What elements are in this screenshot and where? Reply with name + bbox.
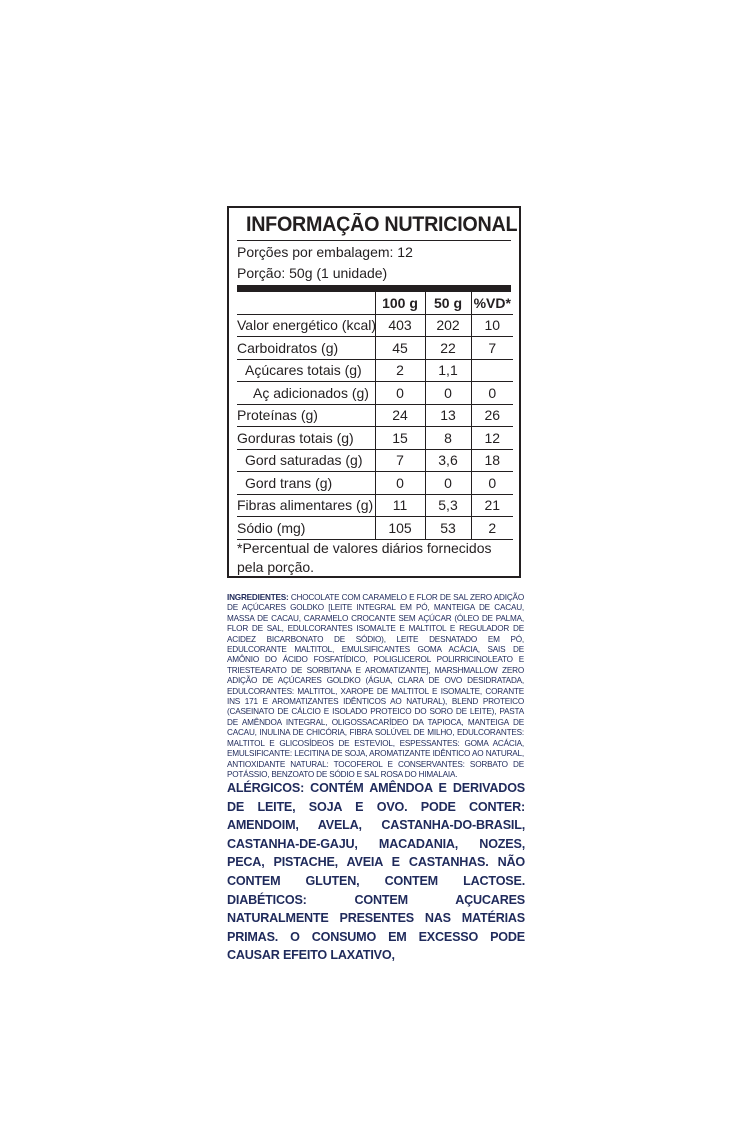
table-row <box>237 359 513 382</box>
value-50g: 8 <box>425 427 471 450</box>
value-50g: 0 <box>425 382 471 405</box>
table-row <box>237 337 513 360</box>
value-50g: 22 <box>425 337 471 360</box>
nutrient-name: Gorduras totais (g) <box>237 427 375 450</box>
header-100g: 100 g <box>375 292 425 314</box>
value-100g: 403 <box>375 314 425 337</box>
title-divider <box>237 240 511 241</box>
nutrient-name: Aç adicionados (g) <box>237 382 375 405</box>
table-row <box>237 494 513 517</box>
value-100g: 0 <box>375 382 425 405</box>
allergens-block: ALÉRGICOS: CONTÉM AMÊNDOA E DERIVADOS DE LEITE, SOJA E OVO. PODE CONTER: AMENDOIM, AVELA, CASTANHA-DO-BRASIL, CASTANHA-DE-GAJU, MACADANIA, NOZES, PECA, PISTACHE, AVEIA E CASTANHAS. NÃO CONTEM GLUTEN, CONTEM LACTOSE. DIABÉTICOS: CONTEM AÇUCARES NATURALMENTE PRESENTES NAS MATÉRIAS PRIMAS. O CONSUMO EM EXCESSO PODE CAUSAR EFEITO LAXATIVO, <box>227 781 525 963</box>
table-row <box>237 382 513 405</box>
value-100g: 105 <box>375 517 425 540</box>
header-50g: 50 g <box>425 292 471 314</box>
value-100g: 2 <box>375 359 425 382</box>
nutrient-name: Proteínas (g) <box>237 404 375 427</box>
value-50g: 13 <box>425 404 471 427</box>
value-vd <box>471 359 513 382</box>
nutrient-name: Gord trans (g) <box>237 472 375 495</box>
value-vd: 10 <box>471 314 513 337</box>
serving-size: Porção: 50g (1 unidade) <box>237 265 388 281</box>
nutrition-title: INFORMAÇÃO NUTRICIONAL <box>246 213 518 236</box>
header-bar <box>237 285 511 292</box>
value-vd: 26 <box>471 404 513 427</box>
value-vd: 0 <box>471 382 513 405</box>
table-row <box>237 449 513 472</box>
value-100g: 45 <box>375 337 425 360</box>
value-vd: 2 <box>471 517 513 540</box>
nutrient-name: Açúcares totais (g) <box>237 359 375 382</box>
nutrient-name: Sódio (mg) <box>237 517 375 540</box>
value-100g: 11 <box>375 494 425 517</box>
value-vd: 21 <box>471 494 513 517</box>
value-vd: 7 <box>471 337 513 360</box>
nutrient-name: Carboidratos (g) <box>237 337 375 360</box>
ingredients-block <box>227 593 524 780</box>
ingredients-text: CHOCOLATE COM CARAMELO E FLOR DE SAL ZERO ADIÇÃO DE AÇÚCARES GOLDKO [LEITE INTEGRAL EM PÓ, MANTEIGA DE CACAU, MASSA DE CACAU, CARAMELO CROCANTE SEM AÇÚCAR (ÓLEO DE PALMA, FLOR DE SAL, EDULCORANTES ISOMALTE E MALTITOL E REGULADOR DE ACIDEZ BICARBONATO DE SÓDIO), LEITE DESNATADO EM PÓ, EDULCORANTE MALTITOL, EMULSIFICANTES GOMA ACÁCIA, SAIS DE AMÔNIO DO ÁCIDO FOSFATÍDICO, POLIGLICEROL POLIRRICINOLEATO E TRIESTEARATO DE SORBITANA E AROMATIZANTE], MARSHMALLOW ZERO ADIÇÃO DE AÇÚCARES GOLDKO (ÁGUA, CLARA DE OVO DESIDRATADA, EDULCORANTES: MALTITOL, XAROPE DE MALTITOL E ISOMALTE, CORANTE INS 171 E AROMATIZANTES IDÊNTICOS AO NATURAL), BLEND PROTEICO (CASEINATO DE CÁLCIO E ISOLADO PROTEICO DO SORO DE LEITE), PASTA DE AMÊNDOA INTEGRAL, OLIGOSSACARÍDEO DA TAPIOCA, MANTEIGA DE CACAU, INULINA DE CHICÓRIA, FIBRA SOLÚVEL DE MILHO, EDULCORANTES: MALTITOL E GLICOSÍDEOS DE ESTEVIOL, ESPESSANTES: GOMA ACÁCIA, EMULSIFICANTE: LECITINA DE SOJA, AROMATIZANTE IDÊNTICO AO NATURAL, ANTIOXIDANTE NATURAL: TOCOFEROL E CONSERVANTES: SORBATO DE POTÁSSIO, BENZOATO DE SÓDIO E SAL ROSA DO HIMALAIA. <box>227 593 524 779</box>
nutrient-name: Gord saturadas (g) <box>237 449 375 472</box>
table-row <box>237 314 513 337</box>
daily-value-footnote: *Percentual de valores diários fornecidos pela porção. <box>237 540 492 575</box>
value-100g: 24 <box>375 404 425 427</box>
value-100g: 7 <box>375 449 425 472</box>
value-50g: 1,1 <box>425 359 471 382</box>
value-50g: 53 <box>425 517 471 540</box>
value-vd: 0 <box>471 472 513 495</box>
value-50g: 202 <box>425 314 471 337</box>
value-100g: 0 <box>375 472 425 495</box>
value-vd: 12 <box>471 427 513 450</box>
table-row <box>237 404 513 427</box>
value-100g: 15 <box>375 427 425 450</box>
servings-per-package: Porções por embalagem: 12 <box>237 244 413 260</box>
value-50g: 3,6 <box>425 449 471 472</box>
nutrient-name: Valor energético (kcal) <box>237 314 375 337</box>
table-row <box>237 517 513 540</box>
table-row <box>237 472 513 495</box>
table-row <box>237 427 513 450</box>
nutrition-table <box>237 292 513 540</box>
nutrient-name: Fibras alimentares (g) <box>237 494 375 517</box>
value-vd: 18 <box>471 449 513 472</box>
ingredients-label: INGREDIENTES: <box>227 593 289 602</box>
header-nutrient <box>237 292 375 314</box>
nutrition-facts-panel <box>227 206 521 578</box>
value-50g: 0 <box>425 472 471 495</box>
value-50g: 5,3 <box>425 494 471 517</box>
nutrition-header-row <box>237 292 513 314</box>
header-vd: %VD* <box>471 292 513 314</box>
